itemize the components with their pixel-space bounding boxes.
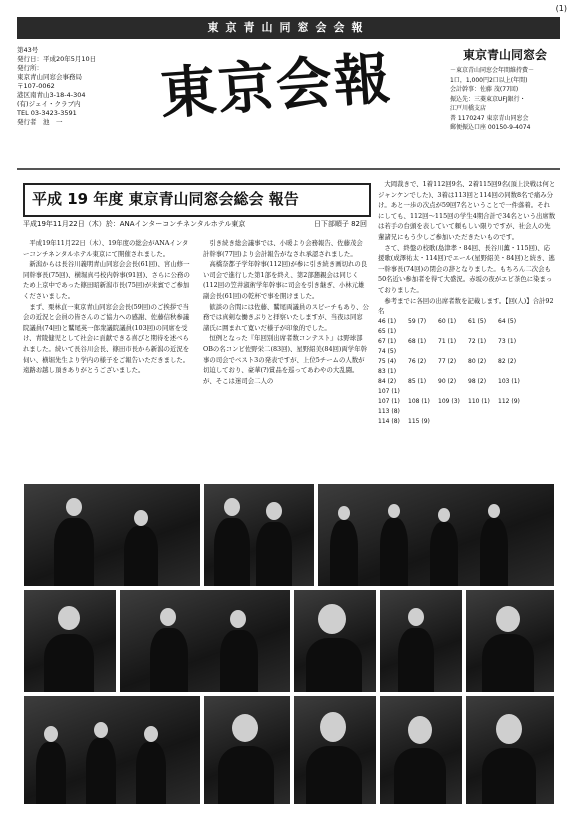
bank: 振込先：三菱東京UFJ銀行・	[450, 95, 526, 103]
photo-crowd	[380, 590, 462, 692]
masthead-title: 東京会報	[158, 45, 395, 128]
fee-heading: －東京青山同窓会年間維持費－	[450, 67, 535, 74]
address-company: (有)ジェイ・クラブ内	[17, 100, 81, 108]
publication-info	[17, 46, 147, 127]
paragraph: 新潟からは長谷川義明青山同窓会会長(61回)、宮山修一同幹事長(75回)、横堀真弓校内幹事(91回)、さらに公務のため上京中であった篠田昭新潟市長(75回)が来賓でご参加くださいました。	[23, 260, 190, 300]
publisher-name: 発行者 池 一	[17, 118, 63, 126]
address: 港区南青山3-18-4-304	[17, 91, 86, 99]
paragraph: さて、終盤の校歌(島津孝・84回、長谷川薫・115回)、応援歌(成澤祐太・114回)でエール(星野紹美・84回)と続き、逃一幹事長(74回)の閉会の辞となりました。もちろん二次会も50名近い参加者を得て大盛況。赤坂の夜がエビ茶色に染まっておりました。	[378, 243, 555, 294]
postal-code: 〒107-0062	[17, 82, 55, 90]
attendance-row: 114 (8) 115 (9)	[378, 417, 430, 425]
photo-speech	[24, 484, 200, 586]
publisher-office: 東京青山同窓会事務局	[17, 73, 82, 81]
alumni-association-name: 東京青山同窓会	[462, 48, 547, 62]
photo-handshake	[120, 590, 290, 692]
postal-account: 郵便振込口座 00150-9-4074	[450, 124, 531, 131]
attendance-row: 84 (2) 85 (1) 90 (2) 98 (2) 103 (1)107 (1)	[378, 377, 520, 395]
attendance-table	[378, 317, 556, 427]
issue-number: 第43号	[17, 46, 39, 54]
photo-woman-mic	[380, 696, 462, 804]
photo-speaker-mic-1	[204, 696, 290, 804]
attendance-row: 107 (1) 108 (1) 109 (3) 110 (1) 112 (9)113 (8)	[378, 397, 520, 415]
paragraph: 引き続き総会議事では、小暖より会務報告、佐藤茂会計幹事(77回)より会計報告がなされ承認されました。	[203, 239, 363, 258]
paragraph: 高橋奈都子学年幹事(112回)が参に引き続き画切れの良い司会で進行した第1部を終え、第2部懇親会は同じく(112回の笠井淑術学年幹事に司会を引き継ぎ、小林元雄副会長(61回)の乾杯で事を開けました。	[203, 260, 368, 300]
paragraph: 大岡裁きで、1着112回9名、2着115回9名(頂上決戦は何とジャンケンでした)、3着は113回と114回の同数8名で痛み分け。あと一歩の次点が59回7名ということで一件落着。それにしても、112回～115回の学生4期合計で34名という出席数は若手の台頭を表していて頼もしい限りですが、社会人の先輩諸兄にもう少しご参加いただきたいものです。	[378, 180, 556, 241]
treasurer: 会計幹事：佐藤 茂(77回)	[450, 86, 519, 93]
article-headline: 平成 19 年度 東京青山同窓会総会 報告	[32, 190, 299, 208]
event-date-venue: 平成19年11月22日（木）於：ANAインターコンチネンタルホテル東京	[23, 220, 246, 228]
paragraph: まず、栗林貞一東京青山同窓会会長(59回)のご挨拶で当会の近況と会員の皆さんのご協力への感謝、佐藤信秋参議院議員(74回)と鷲尾英一郎衆議院議員(103回)の同席を受け、青陵健児として社会に貢献できる喜びと期待を述べられました。続いて長谷川会長、篠田市長から新潟の近況を伺い、横堀先生より学内の様子をご報告いただきました。遠路お越し頂きありがとうございました。	[23, 302, 190, 375]
paragraph: 歓談の合間には佐藤、鷲尾両議員のスピーチもあり、公務では真剣な働きぶりと拝察いたしますが、当夜は同窓諸氏に囲まれて寛いだ様子が印象的でした。	[203, 302, 369, 332]
bank-account: 普 1170247 東京青山同窓会	[450, 114, 529, 122]
photo-speaker-mic-2	[294, 696, 376, 804]
fee-amount: 1口，1,000円2口以上(年間)	[450, 76, 528, 84]
article-column-2	[203, 238, 369, 386]
attendance-row: 46 (1) 59 (7) 60 (1) 61 (5) 64 (5)65 (1)	[378, 317, 517, 335]
page-number: (1)	[555, 4, 567, 13]
article-column-1	[23, 238, 193, 376]
attendance-row: 75 (4) 76 (2) 77 (2) 80 (2) 82 (2)83 (1)	[378, 357, 517, 375]
membership-fee-info	[450, 66, 565, 133]
publisher-label: 発行所：	[17, 64, 43, 72]
paragraph: 恒例となった『年回別出席者数コンテスト』は野球部OBの名コンビ佐野栄二(83回)、星野紹美(84回)両学年幹事の司会でベスト3の発表ですが、上位5チームの人数が切迫しており、豪華(?)賞品を巡ってあわやの大乱闘。が、そこは迷司会二人の	[203, 334, 367, 385]
newsletter-banner: 東京青山同窓会会報	[17, 17, 560, 39]
photo-guests	[204, 484, 314, 586]
photo-group-stage	[318, 484, 554, 586]
photo-elder-speaker	[294, 590, 376, 692]
paragraph: 参考までに各回の出席者数を記載します。【回(人)】合計92名	[378, 296, 554, 316]
divider	[17, 168, 560, 170]
article-author: 日下部順子 82回	[313, 220, 367, 228]
photo-woman-speaker	[24, 590, 116, 692]
article-column-3	[378, 179, 556, 427]
photo-man-mic	[466, 696, 554, 804]
photo-man-speaker	[466, 590, 554, 692]
bank-branch: 江戸川橋支店	[450, 105, 487, 112]
attendance-row: 67 (1) 68 (1) 71 (1) 72 (1) 73 (1)74 (5)	[378, 337, 517, 355]
telephone: TEL 03-3423-3591	[17, 109, 77, 117]
paragraph: 平成19年11月22日（木）、19年度の総会がANAインターコンチネンタルホテル東京にて開催されました。	[23, 239, 189, 258]
issue-date: 発行日：平成20年5月10日	[17, 55, 97, 63]
article-dateline	[23, 219, 367, 229]
photo-young-members	[24, 696, 200, 804]
